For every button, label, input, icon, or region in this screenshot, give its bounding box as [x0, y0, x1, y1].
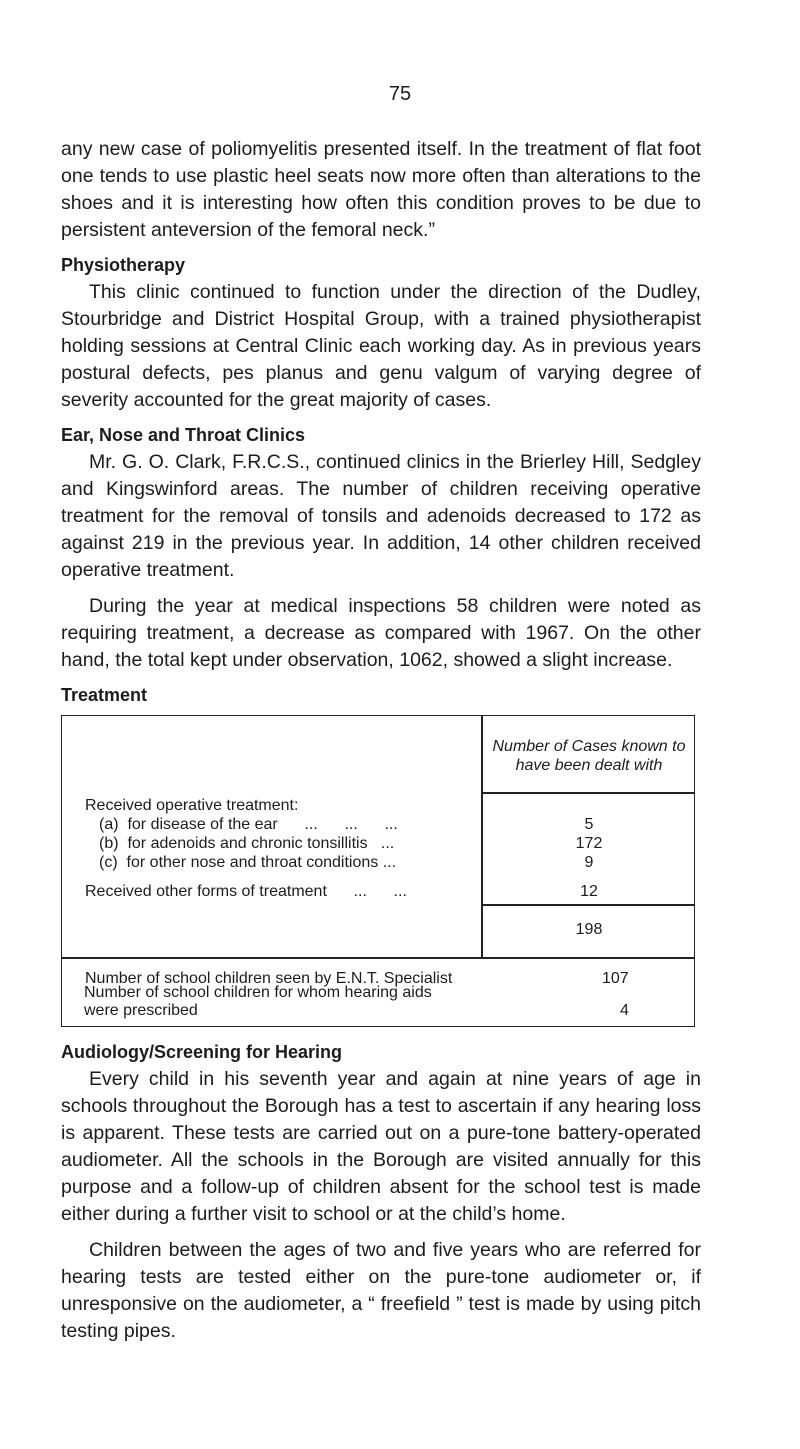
other-forms-value: 12	[580, 883, 598, 900]
total-value: 198	[575, 921, 603, 938]
physiotherapy-heading: Physiotherapy	[61, 255, 186, 275]
row-other-conditions-value: 9	[584, 854, 594, 871]
table-total-rule	[481, 904, 694, 906]
specialist-label: Number of school children seen by E.N.T. Specialist	[85, 970, 453, 987]
hearing-aids-label-line2: were prescribed	[84, 1002, 198, 1019]
other-forms-label: Received other forms of treatment ... ...	[85, 883, 407, 900]
physiotherapy-paragraph: This clinic continued to function under the direction of the Dudley, Stourbridge and District Hospital Group, with a trained physiotherapist holding sessions at Central Clinic each working day. As in previous years postural defects, pes planus and genu valgum of varying degree of severity accounted for the great majority of cases.	[61, 281, 701, 411]
treatment-table	[61, 715, 695, 1027]
audiology-paragraph-1: Every child in his seventh year and again at nine years of age in schools throughout the Borough has a test to ascertain if any hearing loss is apparent. These tests are carried out on a pure-tone battery-operated audiometer. All the schools in the Borough are visited annually for this purpose and a follow-up of children absent for the school test is made either during a further visit to school or at the child’s home.	[61, 1068, 701, 1225]
ent-heading: Ear, Nose and Throat Clinics	[61, 425, 306, 445]
table-section-rule	[62, 957, 694, 959]
row-other-conditions-label: (c) for other nose and throat conditions ...	[99, 854, 397, 871]
hearing-aids-value: 4	[620, 1002, 629, 1019]
hearing-aids-label-line1: Number of school children for whom hearing aids	[84, 984, 432, 1001]
row-adenoids-value: 172	[575, 835, 603, 852]
ent-paragraph-2: During the year at medical inspections 58 children were noted as requiring treatment, a decrease as compared with 1967. On the other hand, the total kept under observation, 1062, showed a slight increase.	[61, 595, 701, 671]
audiology-paragraph-2: Children between the ages of two and five years who are referred for hearing tests are tested either on the pure-tone audiometer or, if unresponsive on the audiometer, a “ freefield ” test is made by using pitch testing pipes.	[61, 1239, 701, 1342]
row-ear-value: 5	[584, 816, 594, 833]
document-body	[61, 136, 701, 1345]
audiology-heading: Audiology/Screening for Hearing	[61, 1042, 343, 1062]
page-number: 75	[388, 83, 412, 105]
cases-column-header: Number of Cases known to have been dealt with	[492, 738, 686, 774]
treatment-heading: Treatment	[61, 685, 148, 705]
row-adenoids-label: (b) for adenoids and chronic tonsillitis ...	[99, 835, 395, 852]
ent-paragraph-1: Mr. G. O. Clark, F.R.C.S., continued clinics in the Brierley Hill, Sedgley and Kingswinford areas. The number of children receiving operative treatment for the removal of tonsils and adenoids decreased to 172 as against 219 in the previous year. In addition, 14 other children received operative treatment.	[61, 451, 701, 581]
table-header-rule	[481, 792, 694, 794]
intro-paragraph: any new case of poliomyelitis presented itself. In the treatment of flat foot one tends to use plastic heel seats now more often than alterations to the shoes and it is interesting how often this condition proves to be due to persistent anteversion of the femoral neck.”	[61, 138, 701, 241]
specialist-value: 107	[602, 970, 629, 987]
received-operative-label: Received operative treatment:	[85, 797, 299, 814]
row-ear-label: (a) for disease of the ear ... ... ...	[99, 816, 398, 833]
